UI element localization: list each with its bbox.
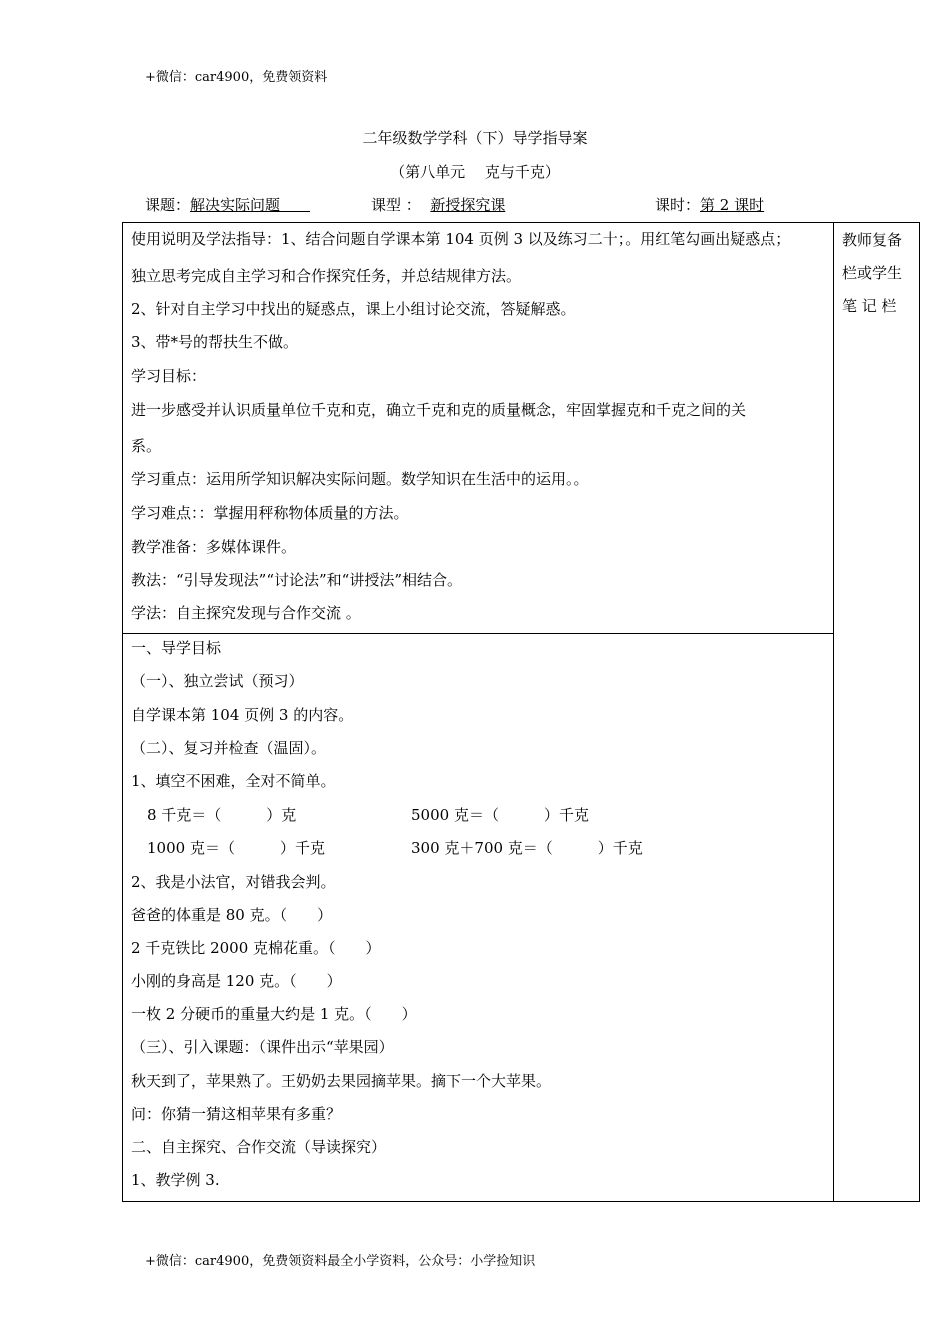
subsection-heading: （一）、独立尝试（预习） [131,672,304,690]
topic-label: 课题： [145,196,191,214]
period-field [655,194,764,215]
guide-line: 自学课本第 104 页例 3 的内容。 [131,706,354,724]
topic-field [145,194,310,215]
notes-column-line: 栏或学生 [842,264,903,282]
instruction-line: 2、针对自主学习中找出的疑惑点，课上小组讨论交流，答疑解惑。 [131,300,576,318]
learning-goal-heading: 学习目标： [131,367,207,385]
document-subtitle: （第八单元 克与千克） [390,163,560,181]
exercise-heading: 2、我是小法官，对错我会判。 [131,873,336,891]
teaching-method: 教法：“引导发现法”“讨论法”和“讲授法”相结合。 [131,571,463,589]
instruction-line: 独立思考完成自主学习和合作探究任务，并总结规律方法。 [131,267,522,285]
difficulty: 学习难点：：掌握用秤称物体质量的方法。 [131,504,409,522]
instruction-line: 使用说明及学法指导：1、结合问题自学课本第 104 页例 3 以及练习二十；。用红笔勾画出疑惑点； [131,230,791,248]
page-footer: +微信：car4900，免费领资料最全小学资料，公众号：小学捡知识 [145,1254,536,1269]
notes-column-line: 笔 记 栏 [842,297,897,315]
section-heading: 二、自主探究、合作交流（导读探究） [131,1138,387,1156]
judge-item: 2 千克铁比 2000 克棉花重。（ ） [131,939,381,957]
exercise-heading: 1、填空不困难，全对不简单。 [131,772,336,790]
subsection-heading: （二）、复习并检查（温固）。 [131,739,327,757]
lesson-type-field [371,194,505,215]
notes-column-line: 教师复备 [842,231,903,249]
guide-line: 问：你猜一猜这相苹果有多重？ [131,1105,342,1123]
subsection-heading: （三）、引入课题：（课件出示“苹果园） [131,1038,394,1056]
judge-item: 小刚的身高是 120 克。（ ） [131,972,342,990]
instruction-line: 3、带*号的帮扶生不做。 [131,333,299,351]
lesson-type-label: 课型 ： [371,196,421,214]
page-header: +微信：car4900，免费领资料 [145,70,328,85]
learning-goal-text: 进一步感受并认识质量单位千克和克，确立千克和克的质量概念，牢固掌握克和千克之间的关 [131,401,747,419]
section-heading: 一、导学目标 [131,639,222,657]
fill-blank-item: 300 克＋700 克＝（ ）千克 [411,839,643,857]
fill-blank-item: 8 千克＝（ ）克 [147,806,297,824]
notes-column [833,222,920,1202]
key-point: 学习重点：运用所学知识解决实际问题。数学知识在生活中的运用。。 [131,470,589,488]
document-title: 二年级数学学科（下）导学指导案 [362,129,588,147]
guide-line: 秋天到了，苹果熟了。王奶奶去果园摘苹果。摘下一个大苹果。 [131,1072,552,1090]
fill-blank-item: 1000 克＝（ ）千克 [147,839,325,857]
learning-goal-text: 系。 [131,437,162,455]
period-label: 课时： [655,196,701,214]
learning-method: 学法：自主探究发现与合作交流 。 [131,604,361,622]
lesson-type-value: 新授探究课 [430,196,506,214]
period-value: 第 2 课时 [700,196,765,214]
judge-item: 爸爸的体重是 80 克。（ ） [131,906,333,924]
judge-item: 一枚 2 分硬币的重量大约是 1 克。（ ） [131,1005,417,1023]
guide-line: 1、教学例 3. [131,1171,220,1189]
teaching-prep: 教学准备：多媒体课件。 [131,538,297,556]
topic-value: 解决实际问题 [190,196,311,214]
fill-blank-item: 5000 克＝（ ）千克 [411,806,589,824]
